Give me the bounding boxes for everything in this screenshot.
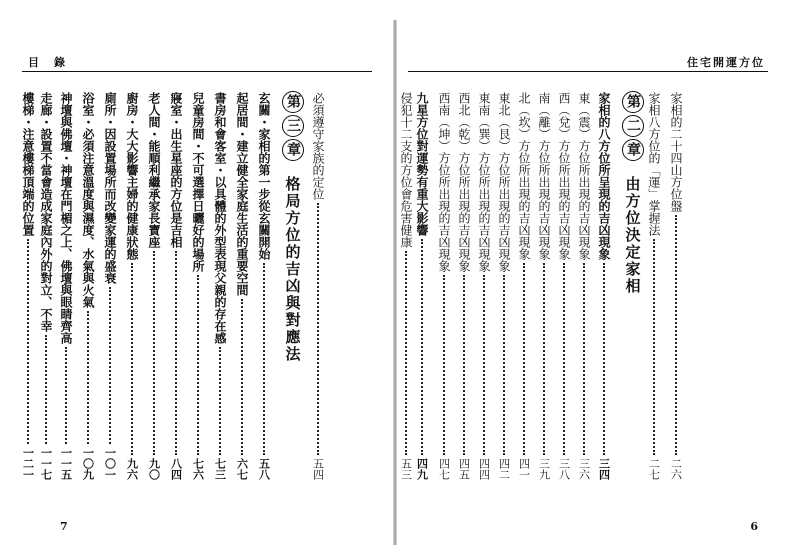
toc-leader-dots bbox=[45, 335, 47, 444]
toc-leader-dots bbox=[463, 275, 465, 455]
toc-entry-title: 侵犯十二支的方位會危害健康 bbox=[399, 92, 413, 248]
toc-entry[interactable] bbox=[60, 92, 72, 480]
toc-entry[interactable] bbox=[438, 92, 450, 480]
toc-entry-page: 四七 bbox=[437, 458, 451, 480]
toc-leader-dots bbox=[421, 239, 423, 455]
toc-entry-title: 東（震）方位所出現的吉凶現象 bbox=[577, 92, 591, 260]
toc-leader-dots bbox=[523, 263, 525, 455]
left-page-number: 7 bbox=[60, 520, 68, 533]
toc-entry-title: 玄關・家相的第一步從玄關開始 bbox=[257, 92, 271, 260]
toc-entry[interactable] bbox=[148, 92, 160, 480]
toc-entry-title: 廁所・因設置場所而改變家運的盛衰 bbox=[103, 92, 117, 284]
toc-entry-page: 二六 bbox=[669, 458, 683, 480]
toc-entry[interactable] bbox=[648, 92, 660, 480]
toc-entry-page: 七三 bbox=[213, 458, 227, 480]
toc-entry[interactable] bbox=[170, 92, 182, 480]
toc-entry-title: 家相的二十四山方位盤 bbox=[669, 92, 683, 212]
toc-entry[interactable] bbox=[126, 92, 138, 480]
toc-entry[interactable] bbox=[104, 92, 116, 480]
right-header-rule bbox=[408, 71, 768, 72]
toc-entry-title: 必須遵守家族的定位 bbox=[311, 92, 325, 200]
chapter-title: 格局方位的吉凶與對應法 bbox=[283, 176, 302, 363]
toc-entry-page: 四五 bbox=[457, 458, 471, 480]
toc-leader-dots bbox=[27, 239, 29, 444]
toc-entry-title: 樓梯・注意樓梯頂端的位置 bbox=[21, 92, 35, 236]
chapter-mark-first: 第 bbox=[282, 91, 304, 113]
chapter-mark-number: 三 bbox=[282, 115, 304, 137]
toc-entry-page: 四一 bbox=[517, 458, 531, 480]
chapter-mark-number: 二 bbox=[622, 115, 644, 137]
toc-entry[interactable] bbox=[416, 92, 428, 480]
toc-entry-title: 九星方位對運勢有重大影響 bbox=[415, 92, 429, 236]
left-running-header: 目 錄 bbox=[28, 56, 67, 69]
toc-entry[interactable] bbox=[400, 92, 412, 480]
right-running-header: 住宅開運方位 bbox=[687, 56, 765, 69]
chapter-mark-last: 章 bbox=[622, 139, 644, 161]
toc-entry-page: 三八 bbox=[557, 458, 571, 480]
toc-leader-dots bbox=[483, 275, 485, 455]
toc-entry-title: 廚房・大大影響主婦的健康狀態 bbox=[125, 92, 139, 260]
toc-entry-page: 四二 bbox=[497, 458, 511, 480]
toc-entry[interactable] bbox=[578, 92, 590, 480]
toc-leader-dots bbox=[109, 287, 111, 444]
toc-leader-dots bbox=[317, 203, 319, 455]
toc-entry-title: 神壇與佛壇・神壇在門楣之上、佛壇與眼睛齊高 bbox=[59, 92, 73, 344]
toc-entry[interactable] bbox=[22, 92, 34, 480]
toc-entry-page: 一一七 bbox=[39, 447, 53, 480]
toc-entry-page: 三六 bbox=[577, 458, 591, 480]
toc-entry-title: 北（坎）方位所出現的吉凶現象 bbox=[517, 92, 531, 260]
toc-entry-page: 一〇一 bbox=[103, 447, 117, 480]
toc-entry-page: 六七 bbox=[235, 458, 249, 480]
toc-leader-dots bbox=[543, 263, 545, 455]
toc-entry-title: 走廊・設置不當會造成家庭內外的對立、不幸 bbox=[39, 92, 53, 332]
toc-leader-dots bbox=[175, 251, 177, 455]
chapter-mark-last: 章 bbox=[282, 139, 304, 161]
toc-entry[interactable] bbox=[40, 92, 52, 480]
toc-entry-title: 起居間・建立健全家庭生活的重要空間 bbox=[235, 92, 249, 296]
toc-entry-page: 五八 bbox=[257, 458, 271, 480]
toc-leader-dots bbox=[563, 263, 565, 455]
toc-entry[interactable] bbox=[598, 92, 610, 480]
toc-entry-page: 七六 bbox=[191, 458, 205, 480]
toc-entry[interactable] bbox=[82, 92, 94, 480]
toc-entry-title: 老人間・能順利繼承家長寶座 bbox=[147, 92, 161, 248]
toc-entry-page: 三九 bbox=[537, 458, 551, 480]
chapter-title: 由方位決定家相 bbox=[623, 176, 642, 295]
toc-entry-title: 寢室・出生星座的方位是吉相 bbox=[169, 92, 183, 248]
toc-entry-page: 一〇九 bbox=[81, 447, 95, 480]
toc-entry[interactable] bbox=[214, 92, 226, 480]
toc-entry-page: 四九 bbox=[415, 458, 429, 480]
toc-entry-title: 西南（坤）方位所出現的吉凶現象 bbox=[437, 92, 451, 272]
toc-entry[interactable] bbox=[312, 92, 324, 480]
right-page-number: 6 bbox=[750, 520, 758, 533]
toc-entry[interactable] bbox=[258, 92, 270, 480]
toc-entry-page: 四四 bbox=[477, 458, 491, 480]
book-gutter bbox=[393, 20, 397, 545]
toc-entry[interactable] bbox=[498, 92, 510, 480]
toc-entry-page: 五三 bbox=[399, 458, 413, 480]
toc-leader-dots bbox=[241, 299, 243, 455]
toc-entry-page: 二七 bbox=[647, 458, 661, 480]
toc-entry-page: 三四 bbox=[597, 458, 611, 480]
toc-entry-title: 兒童房間・不可選擇日曬好的場所 bbox=[191, 92, 205, 272]
toc-leader-dots bbox=[603, 263, 605, 455]
toc-entry-page: 八四 bbox=[169, 458, 183, 480]
chapter-mark-first: 第 bbox=[622, 91, 644, 113]
toc-entry-title: 書房和會客室・以具體的外型表現父親的存在感 bbox=[213, 92, 227, 344]
toc-entry[interactable] bbox=[192, 92, 204, 480]
toc-entry-title: 南（離）方位所出現的吉凶現象 bbox=[537, 92, 551, 260]
toc-entry[interactable] bbox=[558, 92, 570, 480]
toc-entry[interactable] bbox=[458, 92, 470, 480]
toc-entry-page: 九〇 bbox=[147, 458, 161, 480]
chapter-heading bbox=[622, 90, 644, 295]
chapter-heading bbox=[282, 90, 304, 363]
toc-leader-dots bbox=[219, 347, 221, 455]
toc-entry[interactable] bbox=[236, 92, 248, 480]
toc-entry-title: 西北（乾）方位所出現的吉凶現象 bbox=[457, 92, 471, 272]
toc-entry[interactable] bbox=[518, 92, 530, 480]
toc-entry-title: 家相八方位的「運」掌握法 bbox=[647, 92, 661, 236]
toc-entry-page: 一一五 bbox=[59, 447, 73, 480]
left-header-rule bbox=[22, 71, 372, 72]
toc-leader-dots bbox=[263, 263, 265, 455]
toc-entry-title: 家相的八方位所呈現的吉凶現象 bbox=[597, 92, 611, 260]
toc-leader-dots bbox=[405, 251, 407, 455]
toc-entry-page: 五四 bbox=[311, 458, 325, 480]
toc-leader-dots bbox=[675, 215, 677, 455]
toc-leader-dots bbox=[443, 275, 445, 455]
toc-entry-page: 一二一 bbox=[21, 447, 35, 480]
right-page bbox=[398, 0, 793, 558]
toc-leader-dots bbox=[87, 311, 89, 444]
toc-leader-dots bbox=[153, 251, 155, 455]
left-page bbox=[0, 0, 395, 558]
toc-entry-title: 東南（巽）方位所出現的吉凶現象 bbox=[477, 92, 491, 272]
toc-leader-dots bbox=[653, 239, 655, 455]
toc-entry[interactable] bbox=[538, 92, 550, 480]
toc-leader-dots bbox=[131, 263, 133, 455]
toc-entry[interactable] bbox=[478, 92, 490, 480]
toc-entry-page: 九六 bbox=[125, 458, 139, 480]
toc-entry-title: 東北（艮）方位所出現的吉凶現象 bbox=[497, 92, 511, 272]
toc-leader-dots bbox=[583, 263, 585, 455]
toc-entry-title: 浴室・必須注意溫度與濕度、水氣與火氣 bbox=[81, 92, 95, 308]
toc-entry[interactable] bbox=[670, 92, 682, 480]
toc-leader-dots bbox=[65, 347, 67, 444]
toc-leader-dots bbox=[503, 275, 505, 455]
toc-leader-dots bbox=[197, 275, 199, 455]
toc-entry-title: 西（兌）方位所出現的吉凶現象 bbox=[557, 92, 571, 260]
